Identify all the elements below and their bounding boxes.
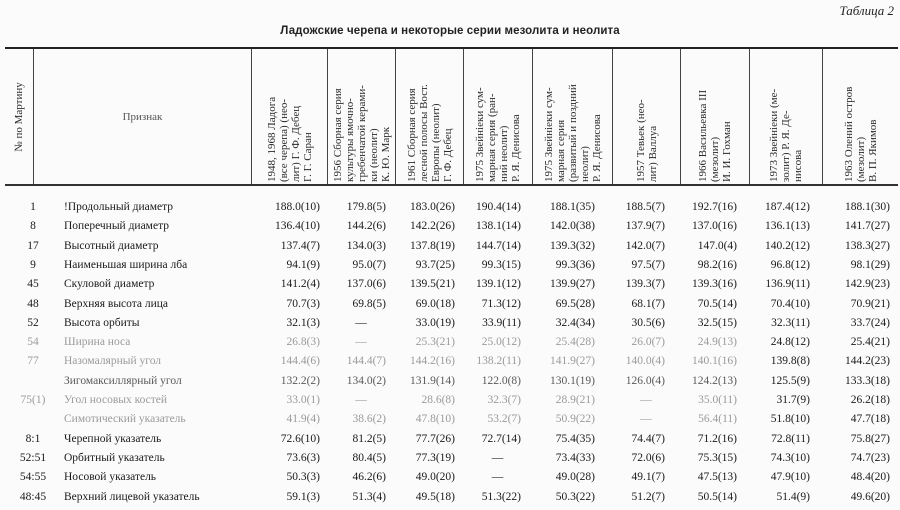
value-cell: 141.9(27): [549, 355, 595, 368]
value-cell: 122.0(8): [481, 374, 521, 387]
value-cell: —: [355, 336, 367, 349]
value-cell: —: [491, 471, 504, 484]
value-cell: 51.4(9): [776, 490, 810, 503]
martin-number: 1: [30, 201, 36, 213]
value-cell: 141.7(27): [844, 220, 890, 233]
value-cell: 73.4(33): [555, 451, 595, 464]
value-cell: 47.8(10): [415, 413, 455, 426]
value-cell: 137.8(19): [409, 239, 455, 252]
feature-label: Верхний лицевой указатель: [64, 490, 200, 503]
value-cell: 137.4(7): [280, 239, 320, 252]
value-cell: 69.8(5): [352, 297, 386, 310]
value-cell: 144.4(7): [346, 355, 386, 368]
value-cell: 50.9(22): [555, 413, 595, 426]
table-row: [0, 217, 900, 235]
value-cell: 139.9(27): [549, 278, 595, 291]
value-cell: 50.5(14): [697, 490, 737, 503]
table-caption: Ладожские черепа и некоторые серии мезолита и неолита: [280, 25, 620, 37]
value-cell: 49.6(20): [850, 490, 890, 503]
value-cell: 69.5(28): [555, 297, 595, 310]
martin-number: 75(1): [20, 394, 46, 406]
header-series-label: 1975 Звейнieки сум- марная серия (развитый и поздний неолит) Р. Я. Денисова: [542, 83, 603, 182]
value-cell: 51.3(22): [481, 490, 521, 503]
feature-label: Наименьшая ширина лба: [64, 258, 188, 271]
header-series-label: 1973 Звейнieки (ме- золит) Р. Я. Де- нисова: [768, 88, 804, 182]
value-cell: —: [491, 451, 504, 464]
value-cell: 81.2(5): [352, 432, 386, 445]
value-cell: 138.1(14): [475, 220, 521, 233]
header-series-cell: [464, 49, 532, 184]
value-cell: —: [355, 316, 367, 329]
value-cell: 139.5(21): [409, 278, 455, 291]
value-cell: 137.0(16): [691, 220, 737, 233]
value-cell: 139.3(7): [625, 278, 665, 291]
value-cell: 31.7(9): [776, 394, 810, 406]
value-cell: 33.0(19): [415, 316, 455, 329]
value-cell: 140.0(4): [625, 355, 665, 368]
value-cell: 144.2(23): [844, 355, 890, 368]
value-cell: 72.8(11): [771, 432, 810, 445]
value-cell: 188.1(35): [549, 201, 595, 213]
value-cell: 50.3(22): [555, 490, 595, 503]
value-cell: 72.6(10): [280, 432, 320, 445]
value-cell: 138.3(27): [844, 239, 890, 252]
table-row: [0, 256, 900, 274]
value-cell: 188.1(30): [844, 201, 890, 213]
table-row: [0, 410, 900, 428]
header-series-label: 1948, 1968 Ладога (все черепа) (нео- лит) Г. Ф. Дебец Г. Г. Саран: [265, 96, 314, 182]
value-cell: 49.1(7): [631, 471, 665, 484]
value-cell: 75.4(35): [555, 432, 595, 445]
header-series-label: 1975 Звейнieки сум- марная серия (ран- ний неолит) Р. Я. Денисова: [474, 86, 522, 182]
value-cell: 51.3(4): [352, 490, 386, 503]
value-cell: 125.5(9): [770, 374, 810, 387]
value-cell: 25.3(21): [415, 336, 455, 349]
value-cell: 134.0(2): [346, 374, 386, 387]
value-cell: 130.1(19): [549, 374, 595, 387]
value-cell: 133.3(18): [844, 374, 890, 387]
feature-label: Носовой указатель: [64, 471, 157, 484]
value-cell: —: [640, 413, 652, 426]
value-cell: 47.9(10): [770, 471, 810, 484]
value-cell: 26.8(3): [286, 336, 320, 349]
header-series-label: 1963 Олений остров (мезолит) В. П. Якимов: [842, 86, 879, 182]
martin-number: 52: [27, 316, 39, 329]
value-cell: 41.9(4): [286, 413, 320, 426]
martin-number: 17: [27, 239, 39, 252]
value-cell: 183.0(26): [409, 201, 455, 213]
value-cell: 124.2(13): [691, 374, 737, 387]
header-bottom-rule: [5, 184, 898, 186]
value-cell: 28.9(21): [555, 394, 595, 406]
value-cell: 75.3(15): [697, 451, 737, 464]
table-row: [0, 275, 900, 293]
header-series-cell: [328, 49, 395, 184]
martin-number: 8: [30, 220, 36, 233]
feature-label: Угол носовых костей: [64, 394, 168, 406]
value-cell: 70.7(3): [286, 297, 320, 310]
header-series-cell: [681, 49, 749, 184]
table-row: [0, 333, 900, 351]
value-cell: 70.5(14): [697, 297, 737, 310]
table-row: [0, 488, 900, 506]
value-cell: 35.0(11): [698, 394, 737, 406]
value-cell: 179.8(5): [346, 201, 386, 213]
value-cell: 26.2(18): [850, 394, 890, 406]
value-cell: 24.8(12): [770, 336, 810, 349]
table-row: [0, 391, 900, 409]
table-row: [0, 449, 900, 467]
value-cell: 96.8(12): [770, 258, 810, 271]
value-cell: 142.0(38): [549, 220, 595, 233]
feature-label: Назомалярный угол: [64, 355, 162, 368]
header-feature-label: Признак: [122, 110, 163, 123]
feature-label: Скуловой диаметр: [64, 278, 155, 291]
value-cell: 80.4(5): [352, 451, 386, 464]
value-cell: 69.0(18): [415, 297, 455, 310]
martin-number: 9: [30, 258, 36, 271]
value-cell: 70.9(21): [850, 297, 890, 310]
value-cell: 188.5(7): [625, 201, 665, 213]
value-cell: 28.6(8): [421, 394, 455, 406]
value-cell: 190.4(14): [475, 201, 521, 213]
header-series-cell: [750, 49, 822, 184]
value-cell: 137.0(6): [346, 278, 386, 291]
value-cell: 75.8(27): [850, 432, 890, 445]
value-cell: 25.4(21): [850, 336, 890, 349]
martin-number: 48: [27, 297, 39, 310]
value-cell: 32.4(34): [555, 316, 595, 329]
value-cell: 74.7(23): [850, 451, 890, 464]
value-cell: 131.9(14): [409, 374, 455, 387]
value-cell: 56.4(11): [698, 413, 737, 426]
table-row: [0, 295, 900, 313]
value-cell: 59.1(3): [286, 490, 320, 503]
value-cell: 138.2(11): [476, 355, 521, 368]
header-series-label: 1961 Сборная серия лесной полосы Вост. Европы (неолит) Г. Ф. Дебец: [405, 83, 454, 182]
value-cell: 26.0(7): [631, 336, 665, 349]
value-cell: 49.0(28): [555, 471, 595, 484]
value-cell: 25.4(28): [555, 336, 595, 349]
feature-label: Высота орбиты: [64, 316, 140, 329]
feature-label: Верхняя высота лица: [64, 297, 169, 310]
value-cell: 98.2(16): [697, 258, 737, 271]
martin-number: 54: [27, 336, 39, 349]
value-cell: 94.1(9): [286, 258, 320, 271]
value-cell: 70.4(10): [770, 297, 810, 310]
value-cell: 77.7(26): [415, 432, 455, 445]
value-cell: 144.4(6): [280, 355, 320, 368]
table-row: [0, 468, 900, 486]
value-cell: 32.5(15): [697, 316, 737, 329]
value-cell: 144.2(6): [346, 220, 386, 233]
feature-label: Высотный диаметр: [64, 239, 159, 252]
value-cell: 53.2(7): [487, 413, 521, 426]
header-series-label: 1957 Тевьек (нео- лит) Валлуа: [634, 98, 659, 182]
value-cell: 140.2(12): [764, 239, 810, 252]
header-series-cell: [613, 49, 680, 184]
value-cell: 47.7(18): [850, 413, 890, 426]
value-cell: 72.0(6): [631, 451, 665, 464]
table-row: [0, 352, 900, 370]
table-row: [0, 198, 900, 216]
value-cell: 142.2(26): [409, 220, 455, 233]
table-number: Таблица 2: [839, 3, 894, 18]
martin-number: 77: [27, 355, 39, 368]
value-cell: 51.2(7): [631, 490, 665, 503]
value-cell: 50.3(3): [286, 471, 320, 484]
martin-number: 54:55: [19, 471, 47, 484]
value-cell: 136.4(10): [274, 220, 320, 233]
value-cell: 72.7(14): [481, 432, 521, 445]
value-cell: 25.0(12): [481, 336, 521, 349]
value-cell: 47.5(13): [697, 471, 737, 484]
martin-number: 52:51: [19, 451, 47, 464]
value-cell: 32.3(11): [771, 316, 810, 329]
header-column-divider: [33, 49, 34, 184]
value-cell: 48.4(20): [850, 471, 890, 484]
value-cell: 139.1(12): [475, 278, 521, 291]
feature-label: Орбитный указатель: [64, 451, 165, 464]
martin-number: 45: [27, 278, 39, 291]
table-row: [0, 430, 900, 448]
value-cell: 32.3(7): [487, 394, 521, 406]
value-cell: 51.8(10): [770, 413, 810, 426]
value-cell: 24.9(13): [697, 336, 737, 349]
table-row: [0, 314, 900, 332]
value-cell: 192.7(16): [691, 201, 737, 213]
header-series-label: 1966 Васильевка III (мезолит) И. И. Гохман: [697, 89, 733, 182]
value-cell: 33.9(11): [482, 316, 521, 329]
feature-label: Зигомаксиллярный угол: [64, 374, 182, 387]
value-cell: 137.9(7): [625, 220, 665, 233]
value-cell: 140.1(16): [691, 355, 737, 368]
value-cell: 68.1(7): [631, 297, 665, 310]
header-series-cell: [823, 49, 898, 184]
value-cell: 134.0(3): [346, 239, 386, 252]
value-cell: 132.2(2): [280, 374, 320, 387]
value-cell: 139.3(32): [549, 239, 595, 252]
table-row: [0, 372, 900, 390]
value-cell: 49.5(18): [415, 490, 455, 503]
martin-number: 48:45: [19, 490, 47, 503]
value-cell: 38.6(2): [352, 413, 386, 426]
header-series-label: 1956 Сборная серия культуры ямочно- гребенчатой керами- ки (неолит) К. Ю. Марк: [331, 84, 392, 182]
value-cell: 144.2(16): [409, 355, 455, 368]
value-cell: 139.3(16): [691, 278, 737, 291]
value-cell: 30.5(6): [631, 316, 665, 329]
header-series-cell: [396, 49, 463, 184]
value-cell: 188.0(10): [274, 201, 320, 213]
value-cell: 74.3(10): [770, 451, 810, 464]
feature-label: Черепной указатель: [64, 432, 162, 445]
value-cell: 93.7(25): [415, 258, 455, 271]
header-feature-cell: [34, 49, 251, 184]
feature-label: !Продольный диаметр: [64, 201, 174, 213]
header-series-cell: [533, 49, 612, 184]
value-cell: 77.3(19): [415, 451, 455, 464]
value-cell: 73.6(3): [286, 451, 320, 464]
value-cell: 95.0(7): [352, 258, 386, 271]
value-cell: 136.1(13): [764, 220, 810, 233]
value-cell: —: [640, 394, 652, 406]
value-cell: 33.0(1): [286, 394, 320, 406]
value-cell: 139.8(8): [770, 355, 810, 368]
value-cell: —: [355, 394, 367, 406]
value-cell: 74.4(7): [631, 432, 665, 445]
value-cell: 142.9(23): [844, 278, 890, 291]
feature-label: Ширина носа: [64, 336, 131, 349]
feature-label: Поперечный диаметр: [64, 220, 169, 233]
value-cell: 97.5(7): [631, 258, 665, 271]
value-cell: 98.1(29): [850, 258, 890, 271]
value-cell: 33.7(24): [850, 316, 890, 329]
martin-number: 8:1: [25, 432, 41, 445]
value-cell: 49.0(20): [415, 471, 455, 484]
value-cell: 142.0(7): [625, 239, 665, 252]
header-series-cell: [252, 49, 327, 184]
value-cell: 136.9(11): [765, 278, 810, 291]
value-cell: 71.3(12): [481, 297, 521, 310]
value-cell: 144.7(14): [475, 239, 521, 252]
header-martin-label: № по Мартину: [13, 81, 25, 152]
value-cell: 46.2(6): [352, 471, 386, 484]
header-martin-cell: [5, 49, 33, 184]
table-row: [0, 237, 900, 255]
value-cell: 147.0(4): [697, 239, 737, 252]
value-cell: 187.4(12): [764, 201, 810, 213]
value-cell: 32.1(3): [286, 316, 320, 329]
value-cell: 141.2(4): [280, 278, 320, 291]
value-cell: 71.2(16): [697, 432, 737, 445]
value-cell: 99.3(36): [555, 258, 595, 271]
value-cell: 126.0(4): [625, 374, 665, 387]
feature-label: Симотический указатель: [64, 413, 186, 426]
value-cell: 99.3(15): [481, 258, 521, 271]
